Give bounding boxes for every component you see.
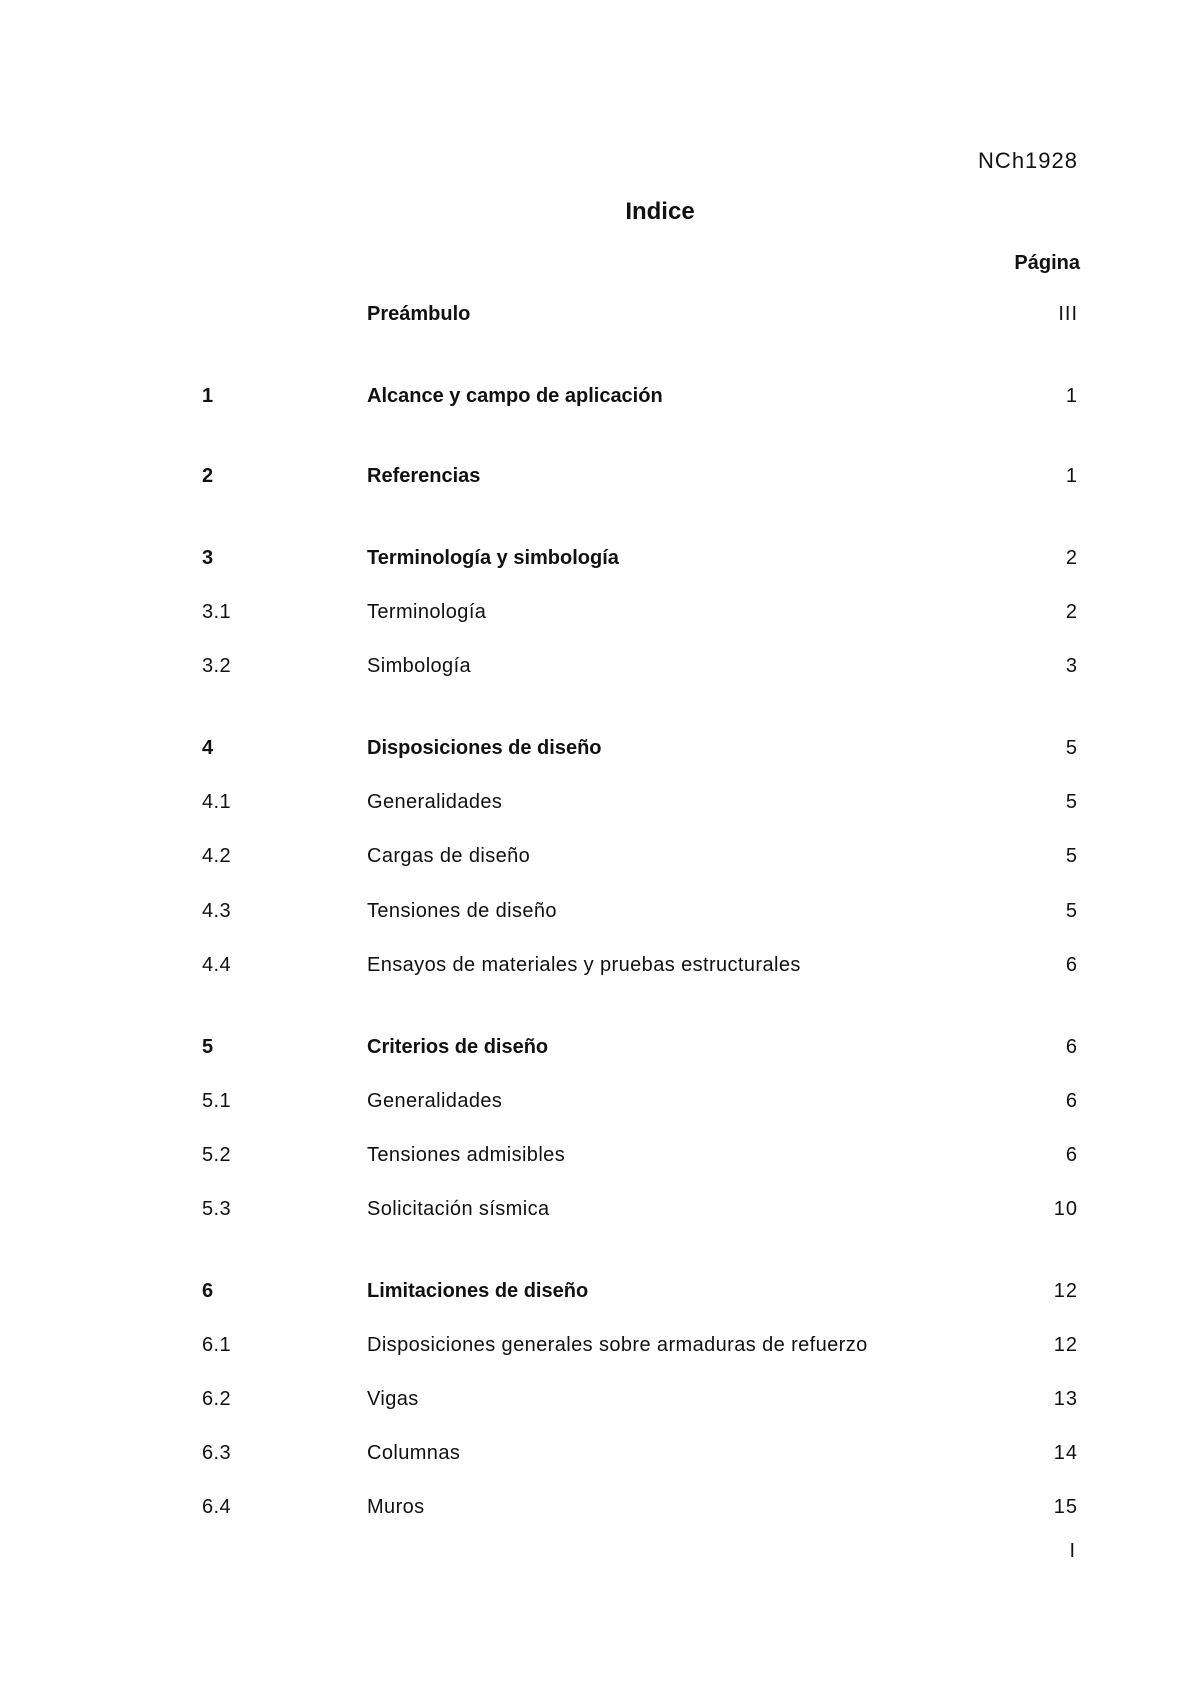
- toc-entry-page: 6: [1065, 954, 1078, 976]
- toc-entry-number: 4: [202, 737, 214, 759]
- toc-entry-number: 2: [202, 465, 214, 487]
- toc-entry-label: Columnas: [367, 1442, 461, 1464]
- toc-entry-label: Generalidades: [367, 791, 503, 813]
- toc-entry-page: 2: [1065, 601, 1078, 623]
- toc-entry-section-3[interactable]: [0, 547, 1200, 577]
- toc-entry-section-6-1[interactable]: [0, 1334, 1200, 1364]
- toc-entry-number: 6.2: [202, 1388, 232, 1410]
- toc-entry-section-6-4[interactable]: [0, 1496, 1200, 1526]
- toc-entry-label: Cargas de diseño: [367, 845, 531, 867]
- toc-entry-number: 3.1: [202, 601, 232, 623]
- toc-entry-number: 6.4: [202, 1496, 232, 1518]
- toc-entry-page: 5: [1065, 845, 1078, 867]
- toc-entry-label: Terminología y simbología: [367, 547, 619, 569]
- toc-entry-label: Tensiones admisibles: [367, 1144, 566, 1166]
- toc-entry-label: Referencias: [367, 465, 481, 487]
- toc-entry-section-6[interactable]: [0, 1280, 1200, 1310]
- toc-entry-section-5-1[interactable]: [0, 1090, 1200, 1120]
- toc-entry-page: 5: [1065, 900, 1078, 922]
- toc-entry-label: Alcance y campo de aplicación: [367, 385, 663, 407]
- toc-entry-page: 12: [1053, 1280, 1078, 1302]
- toc-entry-page: 5: [1065, 791, 1078, 813]
- toc-entry-page: 5: [1065, 737, 1078, 759]
- toc-entry-section-3-1[interactable]: [0, 601, 1200, 631]
- document-code: NCh1928: [978, 148, 1078, 173]
- toc-entry-number: 6.3: [202, 1442, 232, 1464]
- toc-entry-page: 10: [1053, 1198, 1078, 1220]
- toc-entry-preambulo[interactable]: [0, 303, 1200, 333]
- page-column-header: Página: [1014, 252, 1080, 274]
- toc-entry-page: 1: [1065, 465, 1078, 487]
- toc-entry-number: 4.2: [202, 845, 232, 867]
- toc-entry-page: 6: [1065, 1036, 1078, 1058]
- toc-entry-number: 6: [202, 1280, 214, 1302]
- toc-entry-section-4-4[interactable]: [0, 954, 1200, 984]
- toc-entry-section-1[interactable]: [0, 385, 1200, 415]
- toc-entry-number: 5: [202, 1036, 214, 1058]
- page-title: Indice: [625, 198, 695, 225]
- toc-entry-section-3-2[interactable]: [0, 655, 1200, 685]
- toc-entry-label: Criterios de diseño: [367, 1036, 549, 1058]
- toc-entry-number: 3: [202, 547, 214, 569]
- toc-entry-number: 5.2: [202, 1144, 232, 1166]
- toc-entry-section-6-2[interactable]: [0, 1388, 1200, 1418]
- toc-entry-section-5[interactable]: [0, 1036, 1200, 1066]
- toc-entry-page: 12: [1053, 1334, 1078, 1356]
- toc-entry-section-6-3[interactable]: [0, 1442, 1200, 1472]
- toc-entry-label: Ensayos de materiales y pruebas estructurales: [367, 954, 801, 976]
- toc-entry-number: 6.1: [202, 1334, 232, 1356]
- toc-entry-section-2[interactable]: [0, 465, 1200, 495]
- toc-entry-number: 1: [202, 385, 214, 407]
- toc-entry-label: Tensiones de diseño: [367, 900, 557, 922]
- toc-entry-label: Simbología: [367, 655, 472, 677]
- toc-entry-label: Terminología: [367, 601, 487, 623]
- toc-entry-page: 15: [1053, 1496, 1078, 1518]
- toc-entry-section-4-2[interactable]: [0, 845, 1200, 875]
- toc-entry-page: 3: [1065, 655, 1078, 677]
- toc-entry-page: 2: [1065, 547, 1078, 569]
- footer-page-number: I: [1069, 1540, 1075, 1562]
- toc-entry-page: 14: [1053, 1442, 1078, 1464]
- toc-entry-section-5-2[interactable]: [0, 1144, 1200, 1174]
- toc-entry-page: III: [1058, 303, 1078, 325]
- toc-entry-section-4-3[interactable]: [0, 900, 1200, 930]
- toc-entry-label: Disposiciones de diseño: [367, 737, 602, 759]
- toc-entry-label: Generalidades: [367, 1090, 503, 1112]
- toc-entry-page: 6: [1065, 1144, 1078, 1166]
- toc-entry-label: Limitaciones de diseño: [367, 1280, 589, 1302]
- toc-entry-label: Vigas: [367, 1388, 419, 1410]
- toc-entry-label: Muros: [367, 1496, 425, 1518]
- toc-entry-number: 5.1: [202, 1090, 232, 1112]
- toc-entry-section-5-3[interactable]: [0, 1198, 1200, 1228]
- toc-entry-number: 3.2: [202, 655, 232, 677]
- toc-entry-page: 13: [1053, 1388, 1078, 1410]
- toc-entry-section-4[interactable]: [0, 737, 1200, 767]
- toc-entry-label: Solicitación sísmica: [367, 1198, 550, 1220]
- toc-entry-number: 4.1: [202, 791, 232, 813]
- toc-entry-number: 4.3: [202, 900, 232, 922]
- toc-entry-page: 1: [1065, 385, 1078, 407]
- toc-entry-label: Disposiciones generales sobre armaduras de refuerzo: [367, 1334, 868, 1356]
- toc-entry-label: Preámbulo: [367, 303, 471, 325]
- toc-entry-page: 6: [1065, 1090, 1078, 1112]
- toc-entry-section-4-1[interactable]: [0, 791, 1200, 821]
- toc-entry-number: 5.3: [202, 1198, 232, 1220]
- toc-entry-number: 4.4: [202, 954, 232, 976]
